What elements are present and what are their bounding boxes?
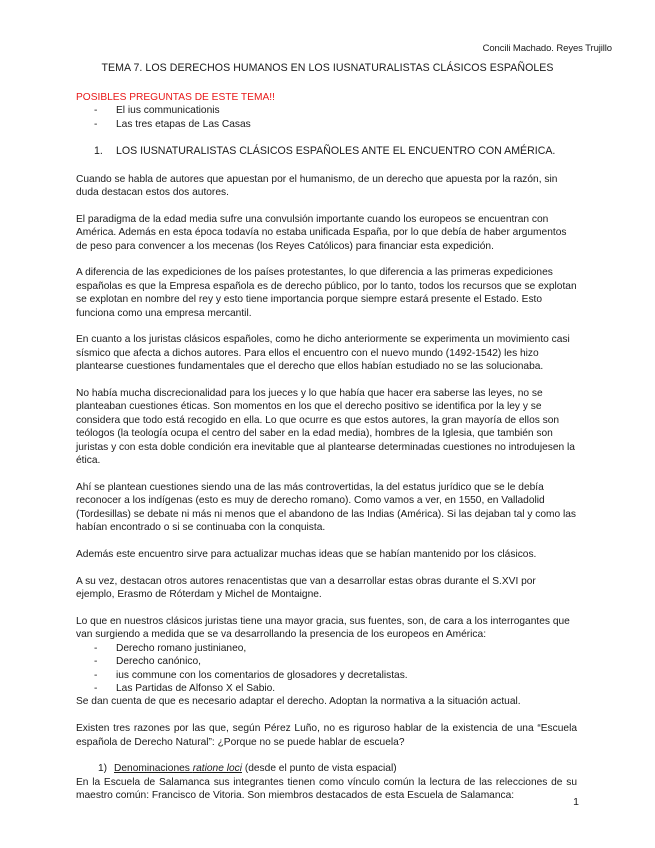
subsection-title-italic: ratione loci: [192, 763, 242, 775]
paragraph: Cuando se habla de autores que apuestan por el humanismo, de un derecho que apuesta por la razón, sin duda destacan estos dos autores.: [76, 173, 558, 199]
section-title: LOS IUSNATURALISTAS CLÁSICOS ESPAÑOLES ANTE EL ENCUENTRO CON AMÉRICA.: [116, 145, 556, 158]
subsection-title-plain: Denominaciones: [114, 763, 193, 775]
section-number: 1.: [94, 145, 103, 158]
header-author: Concili Machado. Reyes Trujillo: [482, 43, 612, 54]
sources-intro: Lo que en nuestros clásicos juristas tiene una mayor gracia, sus fuentes, son, de cara a los interrogantes que van surgiendo a medida que se va desarrollando la presencia de los europeos en América:: [76, 615, 570, 641]
subsection-text: En la Escuela de Salamanca sus integrantes tienen como vínculo común la lectura de las relecciones de su maestro común: Francisco de Vitoria. Son miembros destacados de esta Escuela de Salamanca:: [76, 776, 577, 802]
paragraph: Además este encuentro sirve para actualizar muchas ideas que se habían mantenido por los clásicos.: [76, 548, 537, 560]
sources-outro: Se dan cuenta de que es necesario adaptar el derecho. Adoptan la normativa a la situación actual.: [76, 696, 521, 708]
list-item: - Derecho romano justinianeo,: [76, 642, 577, 655]
paragraph: No había mucha discrecionalidad para los jueces y lo que había que hacer era saberse las leyes, no se planteaban cuestiones éticas. Son momentos en los que el derecho positivo se identifica por la ley y se considera que todo está recogido en ella. Lo que ocurre es que estos autores, la gran mayoría de ellos son teólogos (la teología ocupa el centro del saber en la edad media), hombres de la Iglesia, que también son juristas y con esta doble condición era inevitable que al plantearse determinadas cuestiones no introdujesen la ética.: [76, 388, 575, 467]
page-number: 1: [573, 796, 579, 808]
paragraph: A su vez, destacan otros autores renacentistas que van a desarrollar estas obras durante el S.XVI por ejemplo, Erasmo de Róterdam y Michel de Montaigne.: [76, 575, 536, 601]
subsection-suffix: (desde el punto de vista espacial): [242, 763, 397, 775]
sources-list: [76, 642, 577, 696]
exam-note-heading: POSIBLES PREGUNTAS DE ESTE TEMA!!: [76, 92, 275, 103]
subsection-title: [114, 763, 242, 774]
paragraph: Ahí se plantean cuestiones siendo una de las más controvertidas, la del estatus jurídico que se le debía reconocer a los indígenas (esto es muy de derecho romano). Como vamos a ver, en 1550, en Valladolid (Tordesillas) se debate ni más ni menos que el abandono de las Indias (América). Si las dejaban tal y como las habían encontrado o si se continuaba con la conquista.: [76, 481, 577, 534]
reasons-paragraph: Existen tres razones por las que, según Pérez Luño, no es riguroso hablar de la existencia de una “Escuela española de Derecho Natural”: ¿Porque no se puede hablar de escuela?: [76, 723, 577, 748]
paragraph: El paradigma de la edad media sufre una convulsión importante cuando los europeos se encuentran con América. Además en esta época todavía no estaba unificada España, por lo que debía de haber argumentos de peso para convencer a los mecenas (los Reyes Católicos) para financiar esta expedición.: [76, 213, 567, 252]
paragraph: En cuanto a los juristas clásicos españoles, como he dicho anteriormente se experimenta un movimiento casi sísmico que afecta a dichos autores. Para ellos el encuentro con el nuevo mundo (1492-1542) les hizo plantearse cuestiones fundamentales que el derecho que ellos habían estudiado no se las solucionaba.: [76, 334, 570, 373]
exam-note-list: [76, 104, 577, 131]
list-item: - Las tres etapas de Las Casas: [76, 118, 577, 131]
subsection-number: 1): [98, 763, 108, 775]
document-title: TEMA 7. LOS DERECHOS HUMANOS EN LOS IUSNATURALISTAS CLÁSICOS ESPAÑOLES: [101, 62, 554, 74]
section-heading: [76, 145, 577, 158]
list-item: - Derecho canónico,: [76, 655, 577, 668]
document-body: [76, 91, 577, 803]
paragraph: A diferencia de las expediciones de los países protestantes, lo que diferencia a las primeras expediciones españolas es que la Empresa española es de derecho público, por lo tanto, todos los recursos que se explotan se explotan en nombre del rey y esto tiene importancia porque siempre estará presente el Estado. Esto funciona como una empresa mercantil.: [76, 267, 577, 319]
subsection-heading: [76, 762, 577, 775]
list-item: - El ius communicationis: [76, 104, 577, 117]
list-item: - Las Partidas de Alfonso X el Sabio.: [76, 682, 577, 695]
list-item: - ius commune con los comentarios de glosadores y decretalistas.: [76, 669, 577, 682]
